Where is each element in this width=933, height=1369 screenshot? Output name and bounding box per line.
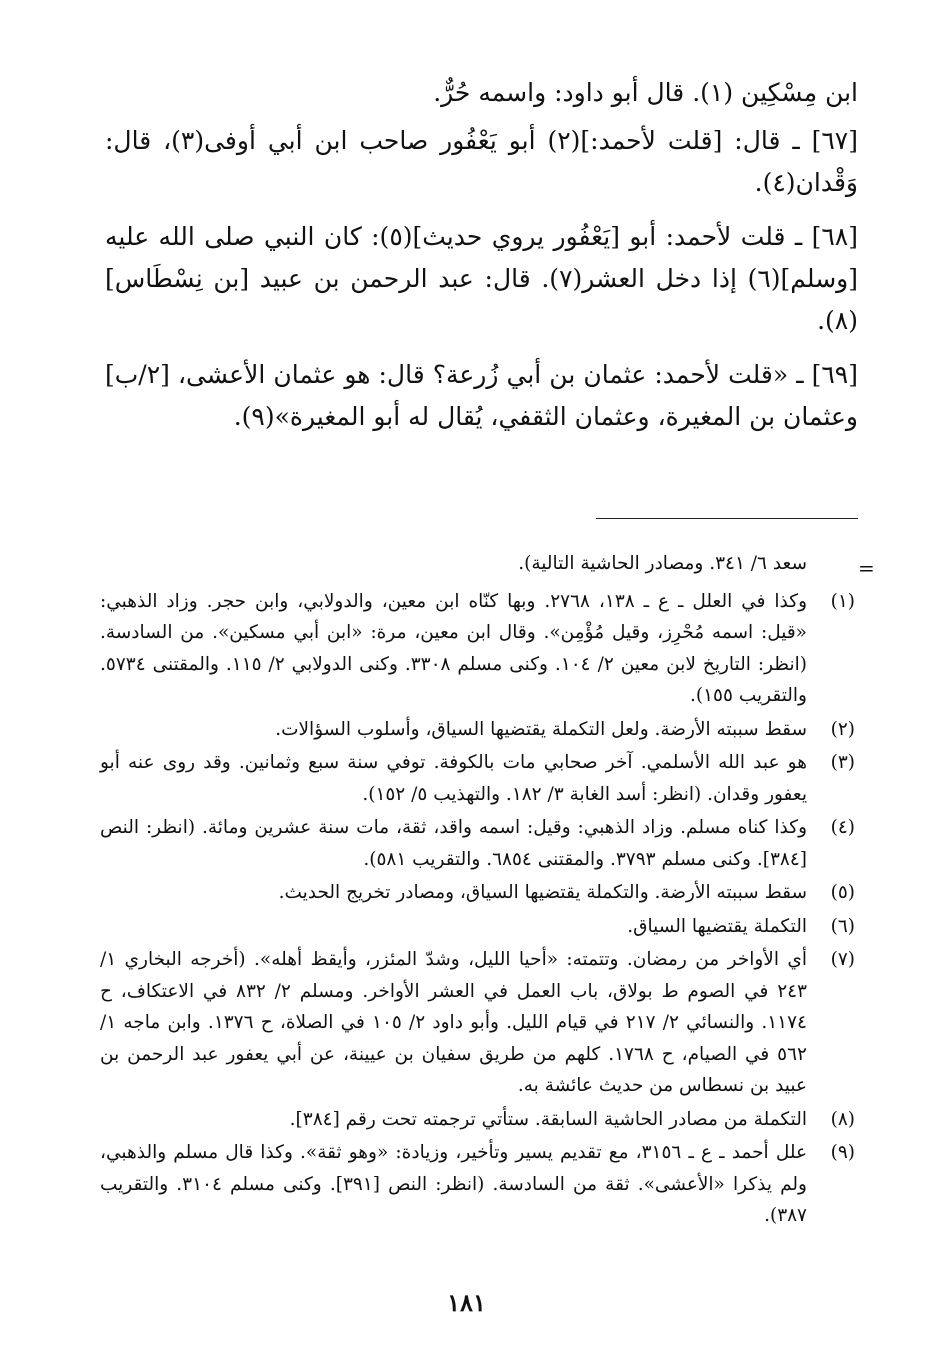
paragraph-intro: ابن مِسْكِين (١). قال أبو داود: واسمه حُرٌّ. (433, 78, 858, 107)
main-text (105, 72, 858, 450)
footnote-number: (٣) (830, 752, 855, 773)
page-number: ١٨١ (447, 1288, 486, 1317)
paragraph-67: [٦٧] ـ قال: [قلت لأحمد:](٢) أبو يَعْفُور صاحب ابن أبي أوفى(٣)، قال: وَقْدان(٤). (105, 126, 858, 197)
footnotes (100, 548, 855, 1234)
footnote-text: سقط سببته الأرضة. ولعل التكملة يقتضيها السياق، وأسلوب السؤالات. (275, 718, 807, 740)
paragraph-69: [٦٩] ـ «قلت لأحمد: عثمان بن أبي زُرعة؟ قال: هو عثمان الأعشى، [٢/ب] وعثمان بن المغيرة، وعثمان الثقفي، يُقال له أبو المغيرة»(٩). (105, 360, 858, 431)
paragraph-68: [٦٨] ـ قلت لأحمد: أبو [يَعْفُور يروي حديث](٥): كان النبي صلى الله عليه [وسلم](٦) إذا دخل العشر(٧). قال: عبد الرحمن بن عبيد [بن نِسْطَاس](٨). (105, 222, 858, 335)
footnote-8 (100, 1104, 855, 1136)
footnote-text: التكملة من مصادر الحاشية السابقة. ستأتي ترجمته تحت رقم [٣٨٤]. (289, 1108, 807, 1130)
footnote-number: (٦) (830, 915, 855, 937)
footnote-text: هو عبد الله الأسلمي. آخر صحابي مات بالكوفة. توفي سنة سبع وثمانين. وقد روى عنه أبو يعفور وقدان. (انظر: أسد الغابة ٣/ ١٨٢. والتهذيب ٥/ ١٥٢). (100, 752, 807, 805)
footnote-1 (100, 586, 855, 712)
footnote-7 (100, 944, 855, 1102)
footnote-2 (100, 714, 855, 746)
footnote-3 (100, 747, 855, 810)
continuation-mark: = (858, 556, 875, 580)
footnote-text: وكذا كناه مسلم. وزاد الذهبي: وقيل: اسمه واقد، ثقة، مات سنة عشرين ومائة. (انظر: النص [٣٨٤]. وكنى مسلم ٣٧٩٣. والمقتنى ٦٨٥٤. والتقريب ٥٨١). (100, 817, 807, 870)
footnote-5 (100, 877, 855, 909)
footnote-text: علل أحمد ـ ع ـ ٣١٥٦، مع تقديم يسير وتأخير، وزيادة: «وهو ثقة». وكذا قال مسلم والذهبي، ولم يذكرا «الأعشى». ثقة من السادسة. (انظر: النص [٣٩١]. وكنى مسلم ٣١٠٤. والتقريب ٣٨٧). (100, 1142, 807, 1226)
footnote-4 (100, 812, 855, 875)
footnote-text: أي الأواخر من رمضان. وتتمته: «أحيا الليل، وشدّ المئزر، وأيقظ أهله». (أخرجه البخاري ١/ ٢٤٣ في الصوم ط بولاق، باب العمل في العشر الأواخر. ومسلم ٢/ ٨٣٢ في الاعتكاف، ح ١١٧٤. والنسائي ٢/ ٢١٧ في قيام الليل. وأبو داود ٢/ ١٠٥ في الصلاة، ح ١٣٧٦. وابن ماجه ١/ ٥٦٢ في الصيام، ح ١٧٦٨. كلهم من طريق سفيان بن عيينة، عن أبي يعفور عبد الرحمن بن عبيد بن نسطاس من حديث عائشة به. (100, 949, 807, 1096)
footnote-separator-rule (596, 518, 858, 519)
footnote-number: (٥) (830, 882, 855, 903)
footnote-6 (100, 911, 855, 943)
footnote-number: (٨) (830, 1108, 855, 1130)
footnote-text: التكملة يقتضيها السياق. (627, 915, 807, 937)
footnote-9 (100, 1137, 855, 1232)
footnote-continuation: سعد ٦/ ٣٤١. ومصادر الحاشية التالية). (518, 553, 807, 574)
footnote-number: (٧) (830, 949, 855, 970)
footnote-number: (٤) (830, 817, 855, 838)
footnote-text: وكذا في العلل ـ ع ـ ١٣٨، ٢٧٦٨. وبها كنّاه ابن معين، والدولابي، وابن حجر. وزاد الذهبي: «قيل: اسمه مُحْرِز، وقيل مُؤْمِن». وقال ابن معين، مرة: «ابن أبي مسكين». من السادسة. (انظر: التاريخ لابن معين ٢/ ١٠٤. وكنى مسلم ٣٣٠٨. وكنى الدولابي ٢/ ١١٥. والمقتنى ٥٧٣٤. والتقريب ١٥٥). (100, 590, 808, 706)
footnote-number: (٢) (830, 718, 855, 740)
footnote-text: سقط سببته الأرضة. والتكملة يقتضيها السياق، ومصادر تخريج الحديث. (278, 882, 807, 903)
footnote-number: (٩) (830, 1142, 855, 1163)
footnote-number: (١) (830, 590, 855, 612)
